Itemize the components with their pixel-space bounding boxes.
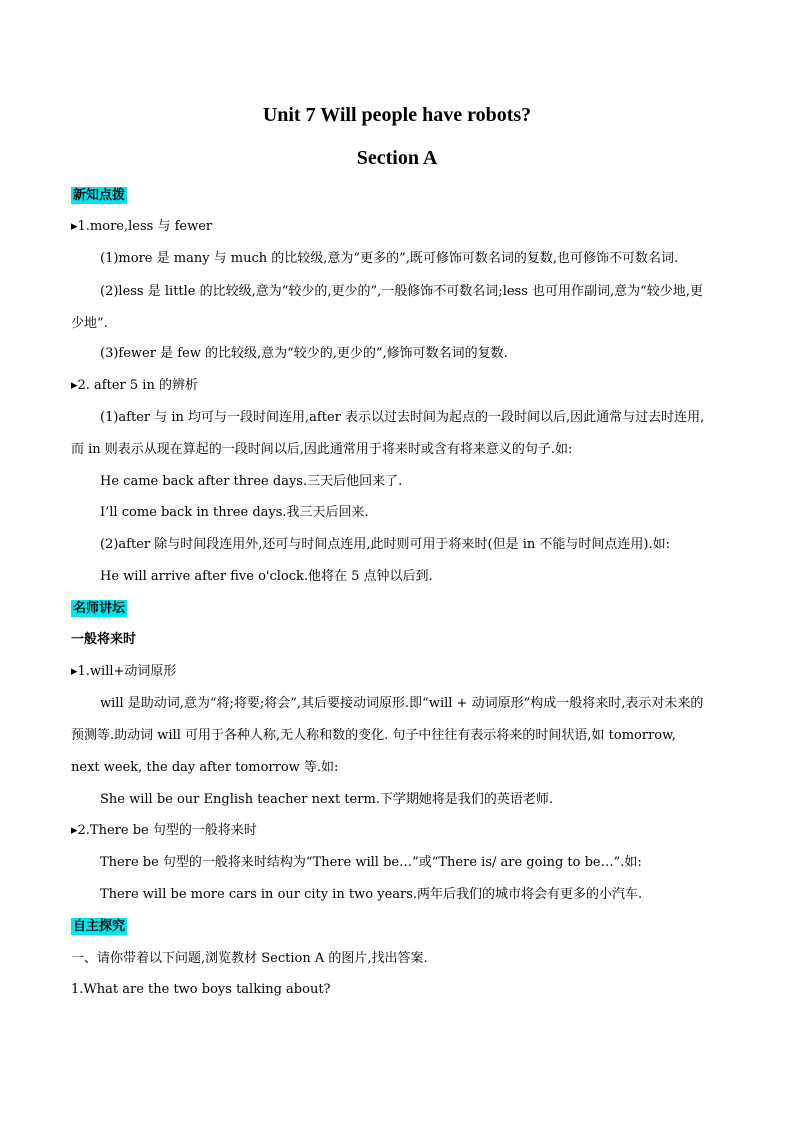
section-heading-self-inquiry: 自主探究 bbox=[73, 919, 126, 934]
section-heading-new-knowledge: 新知点拨 bbox=[73, 188, 126, 203]
page-subtitle: Section A bbox=[356, 147, 438, 169]
paragraph-fewer: (3)fewer 是 few 的比较级,意为“较少的,更少的”,修饰可数名词的复数. bbox=[100, 346, 508, 361]
example-sentence-4: She will be our English teacher next term.下学期她将是我们的英语老师. bbox=[100, 792, 554, 807]
example-sentence-3: He will arrive after five o'clock.他将在 5 点钟以后到. bbox=[100, 569, 433, 584]
instruction-line: 一、请你带着以下问题,浏览教材 Section A 的图片,找出答案. bbox=[71, 951, 428, 966]
paragraph-less-line1: (2)less 是 little 的比较级,意为“较少的,更少的”,一般修饰不可数名词;less 也可用作副词,意为“较少地,更 bbox=[100, 284, 703, 299]
paragraph-will-line3: next week, the day after tomorrow 等.如: bbox=[71, 760, 339, 775]
section-heading-teacher-lecture: 名师讲坛 bbox=[73, 601, 126, 616]
paragraph-more: (1)more 是 many 与 much 的比较级,意为“更多的”,既可修饰可数名词的复数,也可修饰不可数名词. bbox=[100, 251, 679, 266]
paragraph-there-be: There be 句型的一般将来时结构为“There will be…”或“There is/ are going to be…”.如: bbox=[100, 855, 642, 870]
item-more-less-fewer: ▸1.more,less 与 fewer bbox=[71, 219, 213, 234]
page-title: Unit 7 Will people have robots? bbox=[262, 104, 532, 126]
item-after-in: ▸2. after 5 in 的辨析 bbox=[71, 378, 198, 393]
question-1: 1.What are the two boys talking about? bbox=[71, 982, 331, 997]
paragraph-after-in-line1: (1)after 与 in 均可与一段时间连用,after 表示以过去时间为起点的一段时间以后,因此通常与过去时连用, bbox=[100, 410, 705, 425]
paragraph-after-time-point: (2)after 除与时间段连用外,还可与时间点连用,此时则可用于将来时(但是 in 不能与时间点连用).如: bbox=[100, 537, 670, 552]
example-sentence-2: I’ll come back in three days.我三天后回来. bbox=[100, 505, 369, 520]
example-sentence-1: He came back after three days.三天后他回来了. bbox=[100, 474, 403, 489]
paragraph-less-line2: 少地”. bbox=[71, 316, 108, 331]
item-will-verb: ▸1.will+动词原形 bbox=[71, 664, 177, 679]
paragraph-after-in-line2: 而 in 则表示从现在算起的一段时间以后,因此通常用于将来时或含有将来意义的句子.如: bbox=[71, 442, 573, 457]
example-sentence-5: There will be more cars in our city in two years.两年后我们的城市将会有更多的小汽车. bbox=[100, 887, 643, 902]
item-there-be: ▸2.There be 句型的一般将来时 bbox=[71, 823, 257, 838]
paragraph-will-line2: 预测等.助动词 will 可用于各种人称,无人称和数的变化. 句子中往往有表示将来的时间状语,如 tomorrow, bbox=[71, 728, 676, 743]
subheading-simple-future: 一般将来时 bbox=[71, 632, 137, 647]
paragraph-will-line1: will 是助动词,意为“将;将要;将会”,其后要接动词原形.即“will + 动词原形”构成一般将来时,表示对未来的 bbox=[100, 696, 704, 711]
